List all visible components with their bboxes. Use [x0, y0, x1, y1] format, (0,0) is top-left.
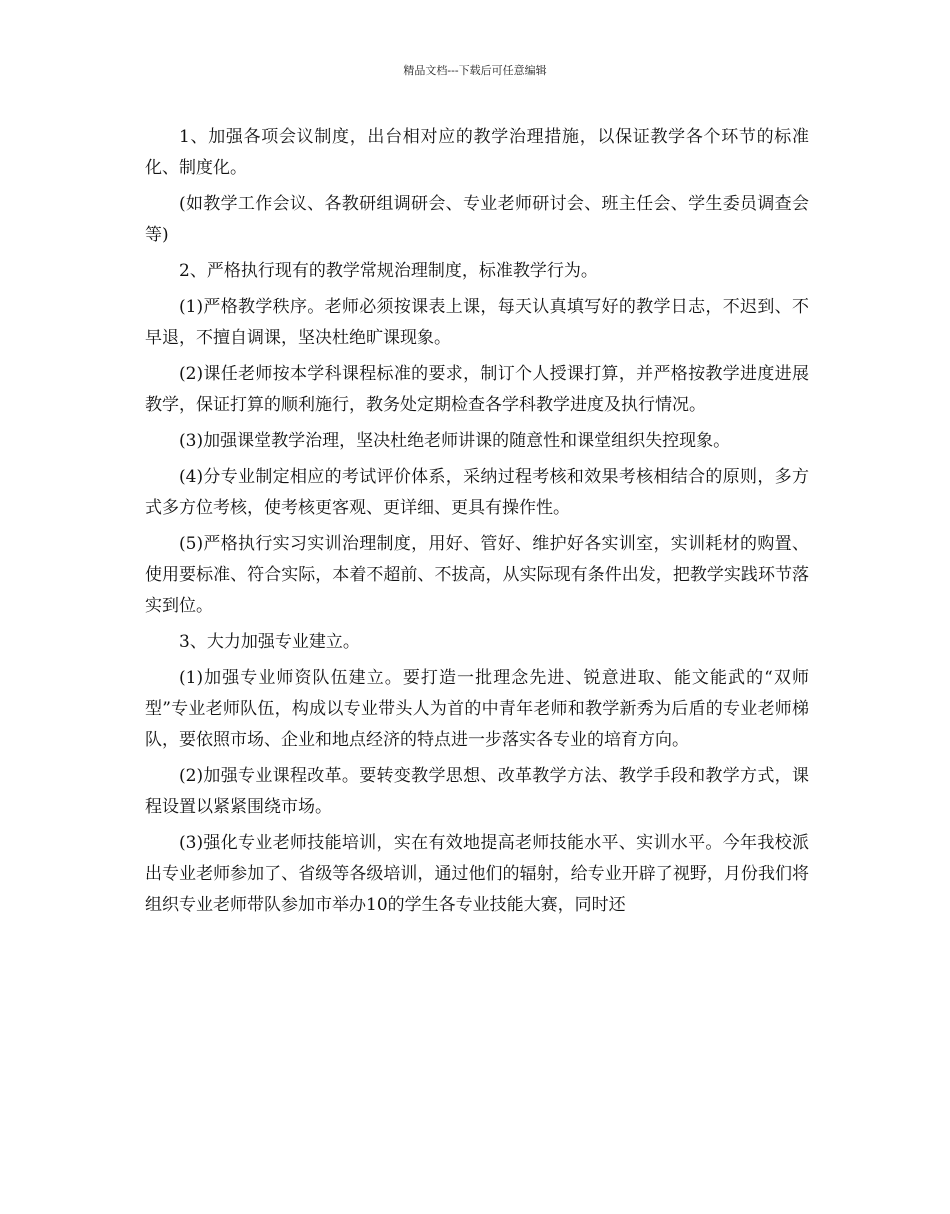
paragraph-7: (4)分专业制定相应的考试评价体系，采纳过程考核和效果考核相结合的原则，多方式多方位考核，使考核更客观、更详细、更具有操作性。 [145, 467, 809, 518]
page-header: 精品文档---下载后可任意编辑 [403, 64, 547, 77]
paragraph-4: (1)严格教学秩序。老师必须按课表上课，每天认真填写好的教学日志，不迟到、不早退，不擅自调课，坚决杜绝旷课现象。 [145, 297, 809, 348]
document-body [145, 122, 809, 926]
paragraph-10: (1)加强专业师资队伍建立。要打造一批理念先进、锐意进取、能文能武的“双师型”专业老师队伍，构成以专业带头人为首的中青年老师和教学新秀为后盾的专业老师梯队，要依照市场、企业和地点经济的特点进一步落实各专业的培育方向。 [145, 668, 809, 750]
paragraph-6: (3)加强课堂教学治理，坚决杜绝老师讲课的随意性和课堂组织失控现象。 [179, 431, 731, 451]
paragraph-2: (如教学工作会议、各教研组调研会、专业老师研讨会、班主任会、学生委员调查会等) [145, 194, 809, 245]
paragraph-5: (2)课任老师按本学科课程标准的要求，制订个人授课打算，并严格按教学进度进展教学，保证打算的顺利施行，教务处定期检查各学科教学进度及执行情况。 [145, 364, 809, 415]
paragraph-1: 1、加强各项会议制度，出台相对应的教学治理措施，以保证教学各个环节的标准化、制度化。 [145, 127, 809, 178]
paragraph-9: 3、大力加强专业建立。 [179, 632, 360, 652]
paragraph-11: (2)加强专业课程改革。要转变教学思想、改革教学方法、教学手段和教学方式，课程设置以紧紧围绕市场。 [145, 766, 809, 817]
paragraph-12: (3)强化专业老师技能培训，实在有效地提高老师技能水平、实训水平。今年我校派出专业老师参加了、省级等各级培训，通过他们的辐射，给专业开辟了视野，月份我们将组织专业老师带队参加市举办10的学生各专业技能大赛，同时还 [145, 833, 809, 915]
paragraph-3: 2、严格执行现有的教学常规治理制度，标准教学行为。 [179, 261, 598, 281]
paragraph-8: (5)严格执行实习实训治理制度，用好、管好、维护好各实训室，实训耗材的购置、使用要标准、符合实际，本着不超前、不拔高，从实际现有条件出发，把教学实践环节落实到位。 [145, 534, 809, 616]
